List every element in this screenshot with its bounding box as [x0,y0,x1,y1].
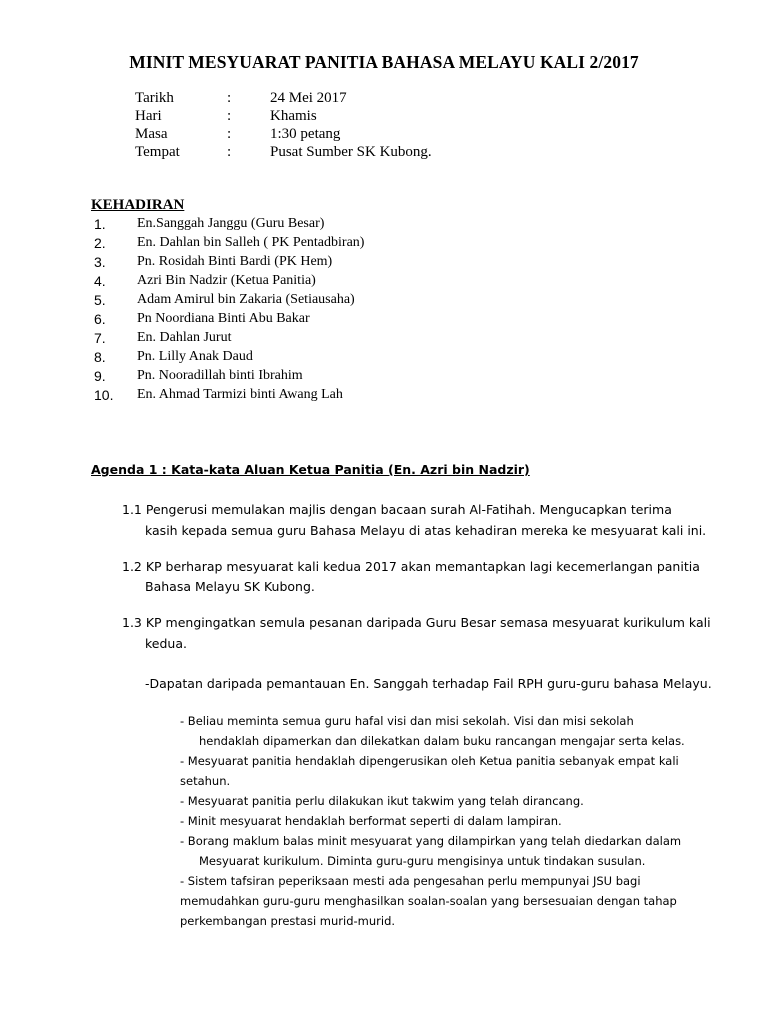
bullet-2-line-2: setahun. [180,774,231,788]
paragraph-1-1-line-1: 1.1 Pengerusi memulakan majlis dengan bacaan surah Al-Fatihah. Mengucapkan terima [122,502,672,517]
document-title: MINIT MESYUARAT PANITIA BAHASA MELAYU KALI 2/2017 [129,52,639,72]
meta-colon: : [227,90,232,106]
attendee-name: Adam Amirul bin Zakaria (Setiausaha) [137,292,355,307]
meta-colon: : [227,108,232,124]
paragraph-1-3-line-1: 1.3 KP mengingatkan semula pesanan daripada Guru Besar semasa mesyuarat kurikulum kali [122,615,711,630]
attendee-name: En. Dahlan Jurut [137,330,232,345]
meta-key: Tarikh [135,90,174,106]
list-number: 10. [94,387,114,403]
paragraph-1-2-line-1: 1.2 KP berharap mesyuarat kali kedua 2017 akan memantapkan lagi kecemerlangan panitia [122,559,700,574]
bullet-4: - Minit mesyuarat hendaklah berformat seperti di dalam lampiran. [180,814,562,828]
bullet-5-line-1: - Borang maklum balas minit mesyuarat yang dilampirkan yang telah diedarkan dalam [180,834,682,848]
attendee-name: En.Sanggah Janggu (Guru Besar) [137,216,325,231]
paragraph-1-3-line-2: kedua. [145,636,187,651]
meta-key: Masa [135,126,168,142]
list-number: 5. [94,292,106,308]
agenda-1-heading: Agenda 1 : Kata-kata Aluan Ketua Panitia (En. Azri bin Nadzir) [91,462,530,477]
bullet-6-line-2: memudahkan guru-guru menghasilkan soalan-soalan yang bersesuaian dengan tahap [180,894,677,908]
meta-key: Hari [135,108,162,124]
meta-value: 24 Mei 2017 [270,90,347,106]
bullet-3: - Mesyuarat panitia perlu dilakukan ikut takwim yang telah dirancang. [180,794,584,808]
paragraph-1-1-line-2: kasih kepada semua guru Bahasa Melayu di atas kehadiran mereka ke mesyuarat kali ini. [145,523,707,538]
meta-value: 1:30 petang [270,126,341,142]
list-number: 7. [94,330,106,346]
attendee-name: En. Ahmad Tarmizi binti Awang Lah [137,387,343,402]
bullet-6-line-3: perkembangan prestasi murid-murid. [180,914,396,928]
list-number: 3. [94,254,106,270]
list-number: 9. [94,368,106,384]
bullet-5-line-2: Mesyuarat kurikulum. Diminta guru-guru mengisinya untuk tindakan susulan. [199,854,646,868]
attendee-name: En. Dahlan bin Salleh ( PK Pentadbiran) [137,235,365,250]
list-number: 8. [94,349,106,365]
list-number: 4. [94,273,106,289]
attendee-name: Pn. Nooradillah binti Ibrahim [137,368,303,383]
list-number: 1. [94,216,106,232]
bullet-2-line-1: - Mesyuarat panitia hendaklah dipengerusikan oleh Ketua panitia sebanyak empat kali [180,754,679,768]
bullet-1-line-1: - Beliau meminta semua guru hafal visi dan misi sekolah. Visi dan misi sekolah [180,714,634,728]
meta-value: Pusat Sumber SK Kubong. [270,144,432,160]
list-number: 6. [94,311,106,327]
attendee-name: Pn Noordiana Binti Abu Bakar [137,311,310,326]
list-number: 2. [94,235,106,251]
meta-value: Khamis [270,108,317,124]
attendee-name: Pn. Rosidah Binti Bardi (PK Hem) [137,254,333,269]
dapatan-line: -Dapatan daripada pemantauan En. Sanggah terhadap Fail RPH guru-guru bahasa Melayu. [145,676,712,691]
attendee-name: Azri Bin Nadzir (Ketua Panitia) [137,273,316,288]
paragraph-1-2-line-2: Bahasa Melayu SK Kubong. [145,579,315,594]
attendance-heading: KEHADIRAN [91,197,185,213]
meta-colon: : [227,144,232,160]
bullet-6-line-1: - Sistem tafsiran peperiksaan mesti ada pengesahan perlu mempunyai JSU bagi [180,874,641,888]
meta-colon: : [227,126,232,142]
bullet-1-line-2: hendaklah dipamerkan dan dilekatkan dalam buku rancangan mengajar serta kelas. [199,734,685,748]
attendee-name: Pn. Lilly Anak Daud [137,349,253,364]
meta-key: Tempat [135,144,180,160]
